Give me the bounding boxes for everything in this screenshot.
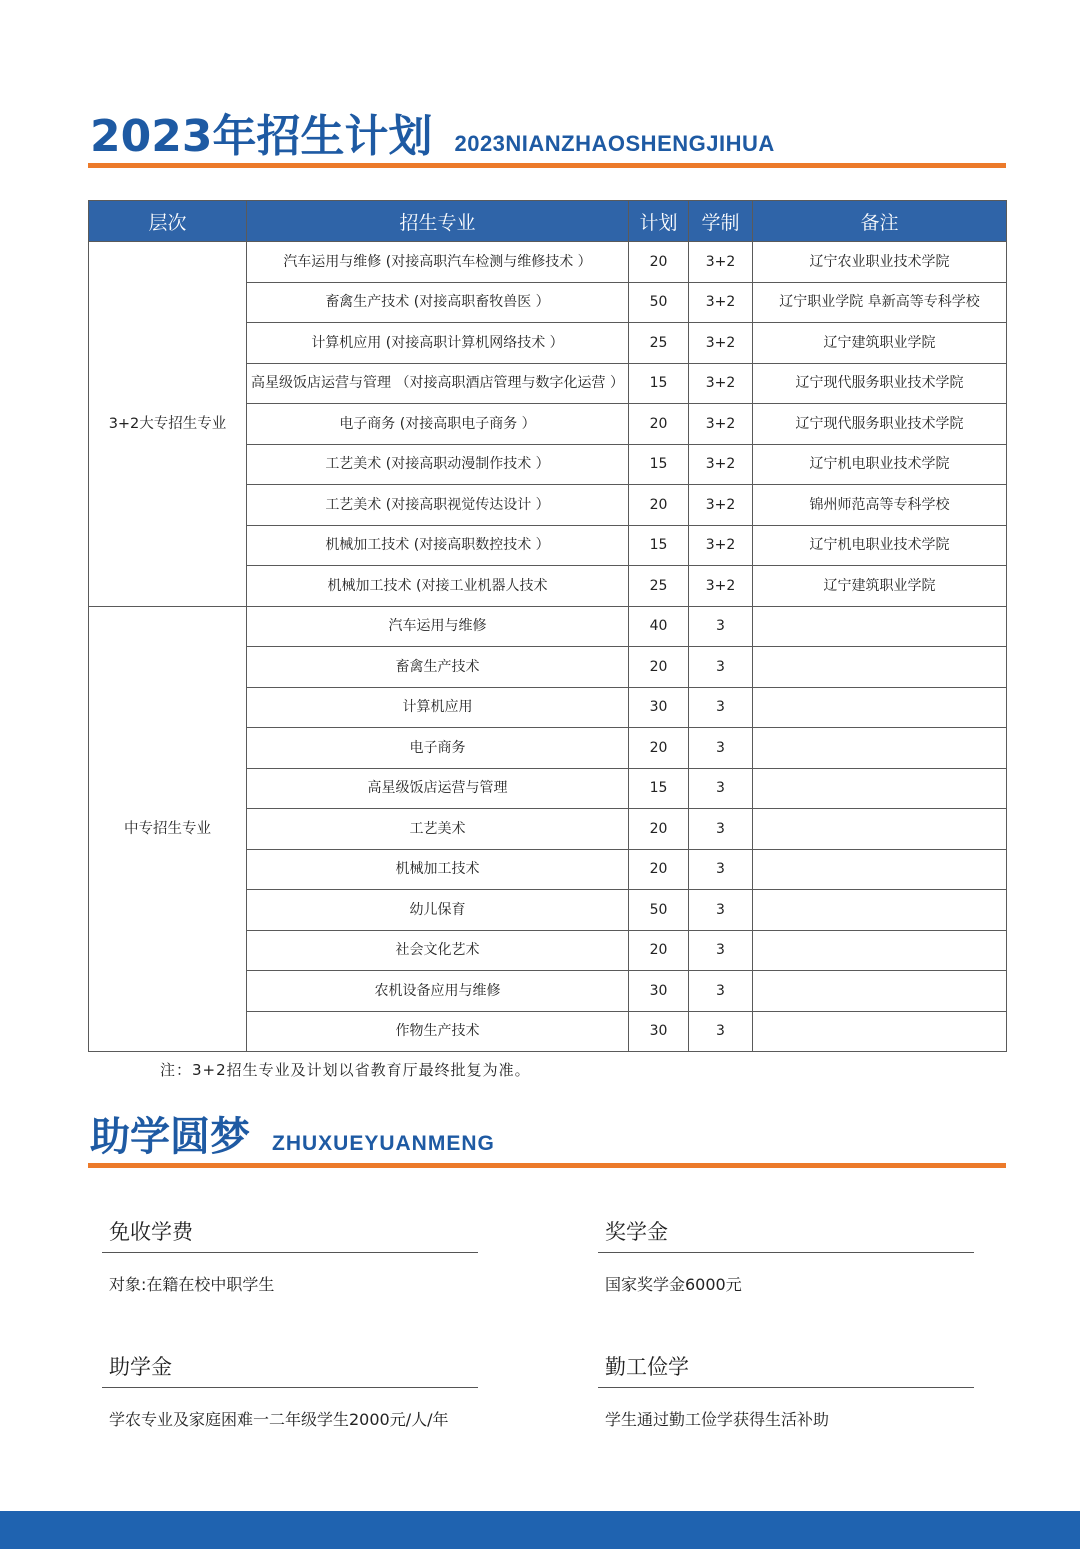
plan-count-cell: 40 <box>629 606 689 647</box>
duration-cell: 3 <box>689 971 753 1012</box>
major-cell: 农机设备应用与维修 <box>247 971 629 1012</box>
major-cell: 工艺美术 (对接高职视觉传达设计 ） <box>247 485 629 526</box>
remarks-cell <box>753 768 1007 809</box>
remarks-cell <box>753 1011 1007 1052</box>
section-title-financial-aid <box>90 1105 495 1162</box>
table-header-row <box>89 201 1007 242</box>
aid-tuition-waiver <box>102 1216 478 1295</box>
major-cell: 电子商务 <box>247 728 629 769</box>
remarks-cell: 辽宁职业学院 阜新高等专科学校 <box>753 282 1007 323</box>
major-cell: 畜禽生产技术 (对接高职畜牧兽医 ） <box>247 282 629 323</box>
duration-cell: 3+2 <box>689 525 753 566</box>
aid-heading: 奖学金 <box>598 1216 974 1253</box>
aid-heading: 免收学费 <box>102 1216 478 1253</box>
plan-count-cell: 50 <box>629 282 689 323</box>
plan-count-cell: 25 <box>629 566 689 607</box>
remarks-cell: 辽宁建筑职业学院 <box>753 323 1007 364</box>
aid-text: 学生通过勤工俭学获得生活补助 <box>605 1410 830 1429</box>
table-row <box>89 606 1007 647</box>
duration-cell: 3 <box>689 728 753 769</box>
aid-grant <box>102 1351 478 1430</box>
major-cell: 幼儿保育 <box>247 890 629 931</box>
section-title-enrollment-plan <box>90 100 775 164</box>
duration-cell: 3 <box>689 647 753 688</box>
duration-cell: 3 <box>689 890 753 931</box>
aid-text: 对象:在籍在校中职学生 <box>109 1275 275 1294</box>
remarks-cell <box>753 971 1007 1012</box>
duration-cell: 3 <box>689 849 753 890</box>
title-en: 2023NIANZHAOSHENGJIHUA <box>454 131 775 156</box>
major-cell: 汽车运用与维修 (对接高职汽车检测与维修技术 ） <box>247 242 629 283</box>
plan-count-cell: 15 <box>629 525 689 566</box>
major-cell: 工艺美术 (对接高职动漫制作技术 ） <box>247 444 629 485</box>
major-cell: 汽车运用与维修 <box>247 606 629 647</box>
major-cell: 机械加工技术 <box>247 849 629 890</box>
title-en: ZHUXUEYUANMENG <box>272 1132 495 1155</box>
remarks-cell <box>753 606 1007 647</box>
major-cell: 机械加工技术 (对接高职数控技术 ） <box>247 525 629 566</box>
plan-count-cell: 20 <box>629 647 689 688</box>
major-cell: 作物生产技术 <box>247 1011 629 1052</box>
plan-count-cell: 20 <box>629 485 689 526</box>
header-level: 层次 <box>89 201 247 242</box>
title-underline <box>88 1163 1006 1168</box>
plan-count-cell: 20 <box>629 242 689 283</box>
aid-heading: 助学金 <box>102 1351 478 1388</box>
plan-count-cell: 30 <box>629 971 689 1012</box>
remarks-cell: 锦州师范高等专科学校 <box>753 485 1007 526</box>
plan-count-cell: 20 <box>629 849 689 890</box>
duration-cell: 3+2 <box>689 282 753 323</box>
table-body <box>89 242 1007 1052</box>
remarks-cell: 辽宁现代服务职业技术学院 <box>753 363 1007 404</box>
plan-count-cell: 30 <box>629 1011 689 1052</box>
header-major: 招生专业 <box>247 201 629 242</box>
level-cell: 中专招生专业 <box>89 606 247 1052</box>
plan-count-cell: 20 <box>629 404 689 445</box>
plan-count-cell: 15 <box>629 444 689 485</box>
plan-count-cell: 20 <box>629 728 689 769</box>
duration-cell: 3 <box>689 930 753 971</box>
header-duration: 学制 <box>689 201 753 242</box>
duration-cell: 3+2 <box>689 404 753 445</box>
major-cell: 工艺美术 <box>247 809 629 850</box>
remarks-cell <box>753 809 1007 850</box>
header-remarks: 备注 <box>753 201 1007 242</box>
duration-cell: 3 <box>689 606 753 647</box>
title-underline <box>88 163 1006 168</box>
title-cn: 助学圆梦 <box>90 1114 250 1160</box>
major-cell: 机械加工技术 (对接工业机器人技术 <box>247 566 629 607</box>
duration-cell: 3 <box>689 809 753 850</box>
plan-count-cell: 30 <box>629 687 689 728</box>
duration-cell: 3+2 <box>689 363 753 404</box>
aid-scholarship <box>598 1216 974 1295</box>
duration-cell: 3 <box>689 687 753 728</box>
title-cn: 2023年招生计划 <box>90 111 433 162</box>
aid-text: 学农专业及家庭困难一二年级学生2000元/人/年 <box>109 1410 449 1429</box>
aid-heading: 勤工俭学 <box>598 1351 974 1388</box>
aid-work-study <box>598 1351 974 1430</box>
remarks-cell <box>753 930 1007 971</box>
duration-cell: 3+2 <box>689 323 753 364</box>
major-cell: 高星级饭店运营与管理 <box>247 768 629 809</box>
plan-count-cell: 20 <box>629 809 689 850</box>
major-cell: 计算机应用 (对接高职计算机网络技术 ） <box>247 323 629 364</box>
remarks-cell <box>753 647 1007 688</box>
major-cell: 畜禽生产技术 <box>247 647 629 688</box>
remarks-cell: 辽宁农业职业技术学院 <box>753 242 1007 283</box>
remarks-cell: 辽宁机电职业技术学院 <box>753 525 1007 566</box>
footer-bar <box>0 1511 1080 1549</box>
remarks-cell: 辽宁建筑职业学院 <box>753 566 1007 607</box>
major-cell: 电子商务 (对接高职电子商务 ） <box>247 404 629 445</box>
table-footnote: 注：3+2招生专业及计划以省教育厅最终批复为准。 <box>160 1061 531 1079</box>
duration-cell: 3+2 <box>689 444 753 485</box>
remarks-cell <box>753 849 1007 890</box>
aid-text: 国家奖学金6000元 <box>605 1275 742 1294</box>
duration-cell: 3+2 <box>689 242 753 283</box>
remarks-cell <box>753 687 1007 728</box>
plan-count-cell: 15 <box>629 768 689 809</box>
major-cell: 计算机应用 <box>247 687 629 728</box>
level-cell: 3+2大专招生专业 <box>89 242 247 607</box>
table-row <box>89 242 1007 283</box>
remarks-cell: 辽宁机电职业技术学院 <box>753 444 1007 485</box>
remarks-cell <box>753 890 1007 931</box>
header-plan: 计划 <box>629 201 689 242</box>
duration-cell: 3+2 <box>689 566 753 607</box>
plan-count-cell: 50 <box>629 890 689 931</box>
major-cell: 高星级饭店运营与管理 （对接高职酒店管理与数字化运营 ） <box>247 363 629 404</box>
remarks-cell: 辽宁现代服务职业技术学院 <box>753 404 1007 445</box>
duration-cell: 3+2 <box>689 485 753 526</box>
major-cell: 社会文化艺术 <box>247 930 629 971</box>
enrollment-plan-table <box>88 200 1007 1052</box>
plan-count-cell: 15 <box>629 363 689 404</box>
remarks-cell <box>753 728 1007 769</box>
plan-count-cell: 25 <box>629 323 689 364</box>
plan-count-cell: 20 <box>629 930 689 971</box>
duration-cell: 3 <box>689 1011 753 1052</box>
duration-cell: 3 <box>689 768 753 809</box>
